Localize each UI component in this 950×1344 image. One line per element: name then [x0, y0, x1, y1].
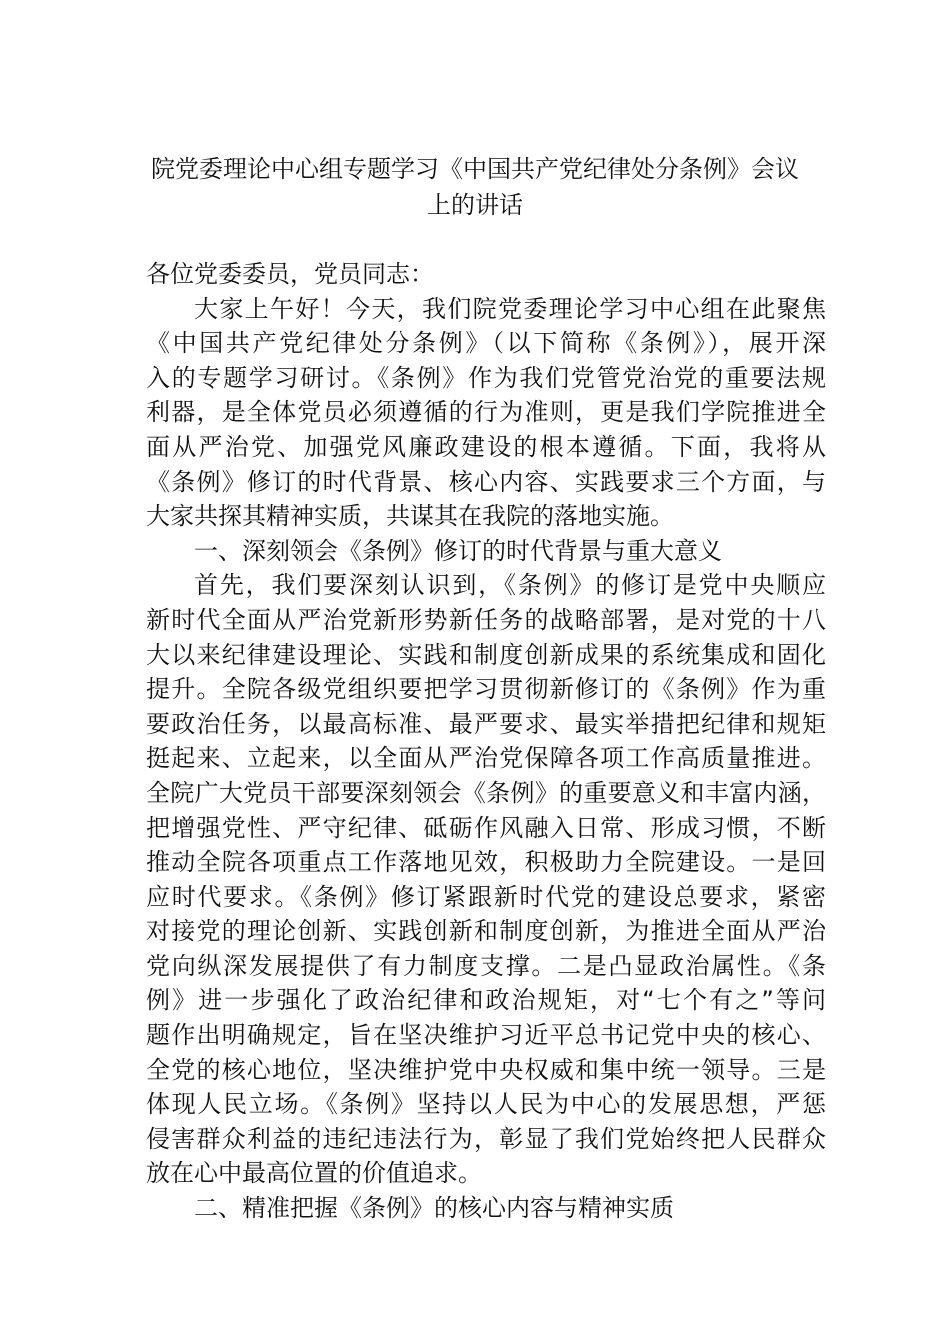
paragraph-line: 把增强党性、严守纪律、砥砺作风融入日常、形成习惯，不断: [146, 813, 826, 842]
paragraph-line: 面从严治党、加强党风廉政建设的根本遵循。下面，我将从: [146, 432, 826, 461]
paragraph-line: 要政治任务，以最高标准、最严要求、最实举措把纪律和规矩: [146, 709, 826, 738]
paragraph-line: 体现人民立场。《条例》坚持以人民为中心的发展思想，严惩: [146, 1090, 826, 1119]
document-title-line-2: 上的讲话: [427, 191, 523, 219]
section-heading-2: 二、精准把握《条例》的核心内容与精神实质: [194, 1194, 674, 1223]
paragraph-line: 挺起来、立起来，以全面从严治党保障各项工作高质量推进。: [146, 744, 826, 773]
paragraph-line: 侵害群众利益的违纪违法行为，彰显了我们党始终把人民群众: [146, 1124, 826, 1153]
paragraph-line: 大以来纪律建设理论、实践和制度创新成果的系统集成和固化: [146, 640, 826, 669]
paragraph-line: 利器，是全体党员必须遵循的行为准则，更是我们学院推进全: [146, 398, 826, 427]
salutation: 各位党委委员，党员同志：: [146, 260, 434, 288]
paragraph-line: 《中国共产党纪律处分条例》（以下简称《条例》），展开深: [146, 329, 826, 358]
paragraph-line: 入的专题学习研讨。《条例》作为我们党管党治党的重要法规: [146, 363, 826, 392]
document-body: [146, 257, 826, 1226]
paragraph-line: 对接党的理论创新、实践创新和制度创新，为推进全面从严治: [146, 917, 826, 946]
document-title-line-1: 院党委理论中心组专题学习《中国共产党纪律处分条例》会议: [151, 155, 799, 183]
paragraph-line: 党向纵深发展提供了有力制度支撑。二是凸显政治属性。《条: [146, 951, 826, 980]
paragraph-line: 放在心中最高位置的价值追求。: [146, 1159, 482, 1188]
paragraph-line: 题作出明确规定，旨在坚决维护习近平总书记党中央的核心、: [146, 1021, 826, 1050]
paragraph-line: 全党的核心地位，坚决维护党中央权威和集中统一领导。三是: [146, 1055, 826, 1084]
paragraph-line: 提升。全院各级党组织要把学习贯彻新修订的《条例》作为重: [146, 675, 826, 704]
paragraph-line: 全院广大党员干部要深刻领会《条例》的重要意义和丰富内涵，: [146, 778, 826, 807]
paragraph-line: 大家上午好！今天，我们院党委理论学习中心组在此聚焦: [194, 294, 826, 323]
paragraph-line: 推动全院各项重点工作落地见效，积极助力全院建设。一是回: [146, 848, 826, 877]
paragraph-line: 大家共探其精神实质，共谋其在我院的落地实施。: [146, 502, 674, 531]
paragraph-line: 新时代全面从严治党新形势新任务的战略部署，是对党的十八: [146, 605, 826, 634]
paragraph-line: 《条例》修订的时代背景、核心内容、实践要求三个方面，与: [146, 467, 826, 496]
paragraph-line: 应时代要求。《条例》修订紧跟新时代党的建设总要求，紧密: [146, 882, 826, 911]
paragraph-line: 首先，我们要深刻认识到，《条例》的修订是党中央顺应: [194, 571, 826, 600]
paragraph-line: 例》进一步强化了政治纪律和政治规矩，对“七个有之”等问: [146, 986, 826, 1015]
section-heading-1: 一、深刻领会《条例》修订的时代背景与重大意义: [194, 536, 722, 565]
